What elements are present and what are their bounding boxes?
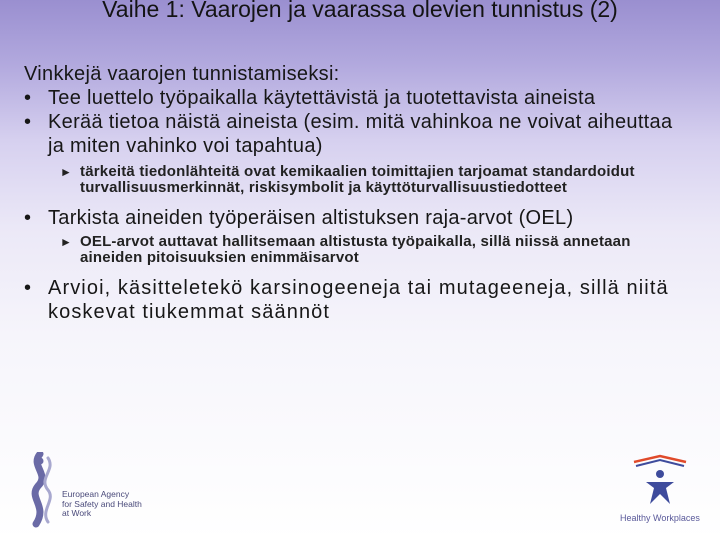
bullet-text: Tee luettelo työpaikalla käytettävistä ja tuotettavista aineista xyxy=(48,87,596,109)
slide-content xyxy=(24,62,684,324)
eu-osha-logo xyxy=(26,452,166,528)
bullet-dot-icon: • xyxy=(24,207,32,229)
sub-text: OEL-arvot auttavat hallitsemaan altistusta työpaikalla, sillä niissä annetaan aineiden pitoisuuksien enimmäisarvot xyxy=(80,233,631,266)
bullet-item-3 xyxy=(24,206,684,230)
logo-tagline: Healthy Workplaces xyxy=(620,513,700,523)
bullet-dot-icon: • xyxy=(24,277,33,299)
bullet-text: Tarkista aineiden työperäisen altistuksen raja-arvot (OEL) xyxy=(48,207,574,229)
sub-item-1 xyxy=(24,164,684,196)
bullet-dot-icon: • xyxy=(24,111,32,133)
bullet-item-4 xyxy=(24,276,684,324)
arrow-right-icon: ► xyxy=(60,235,73,249)
healthy-workplaces-logo xyxy=(612,450,702,530)
arrow-right-icon: ► xyxy=(60,165,73,179)
bullet-item-1 xyxy=(24,86,684,110)
bullet-dot-icon: • xyxy=(24,87,32,109)
bullet-text: Kerää tietoa näistä aineista (esim. mitä vahinkoa ne voivat aiheuttaa ja miten vahinko voi tapahtua) xyxy=(48,111,673,157)
sub-text: tärkeitä tiedonlähteitä ovat kemikaalien toimittajien tarjoamat standardoidut turvallisuusmerkinnät, riskisymbolit ja käyttöturvallisuustiedotteet xyxy=(80,163,635,196)
healthy-workplaces-icon xyxy=(612,450,702,512)
agency-emblem-icon xyxy=(26,452,60,528)
intro-text: Vinkkejä vaarojen tunnistamiseksi: xyxy=(24,63,340,85)
sub-item-2 xyxy=(24,234,684,266)
bullet-item-2 xyxy=(24,110,684,158)
slide-title: Vaihe 1: Vaarojen ja vaarassa olevien tunnistus (2) xyxy=(102,0,618,22)
agency-name: European Agency for Safety and Health at Work xyxy=(62,489,142,518)
bullet-text: Arvioi, käsitteletekö karsinogeeneja tai mutageeneja, sillä niitä koskevat tiukemmat säännöt xyxy=(48,277,669,323)
